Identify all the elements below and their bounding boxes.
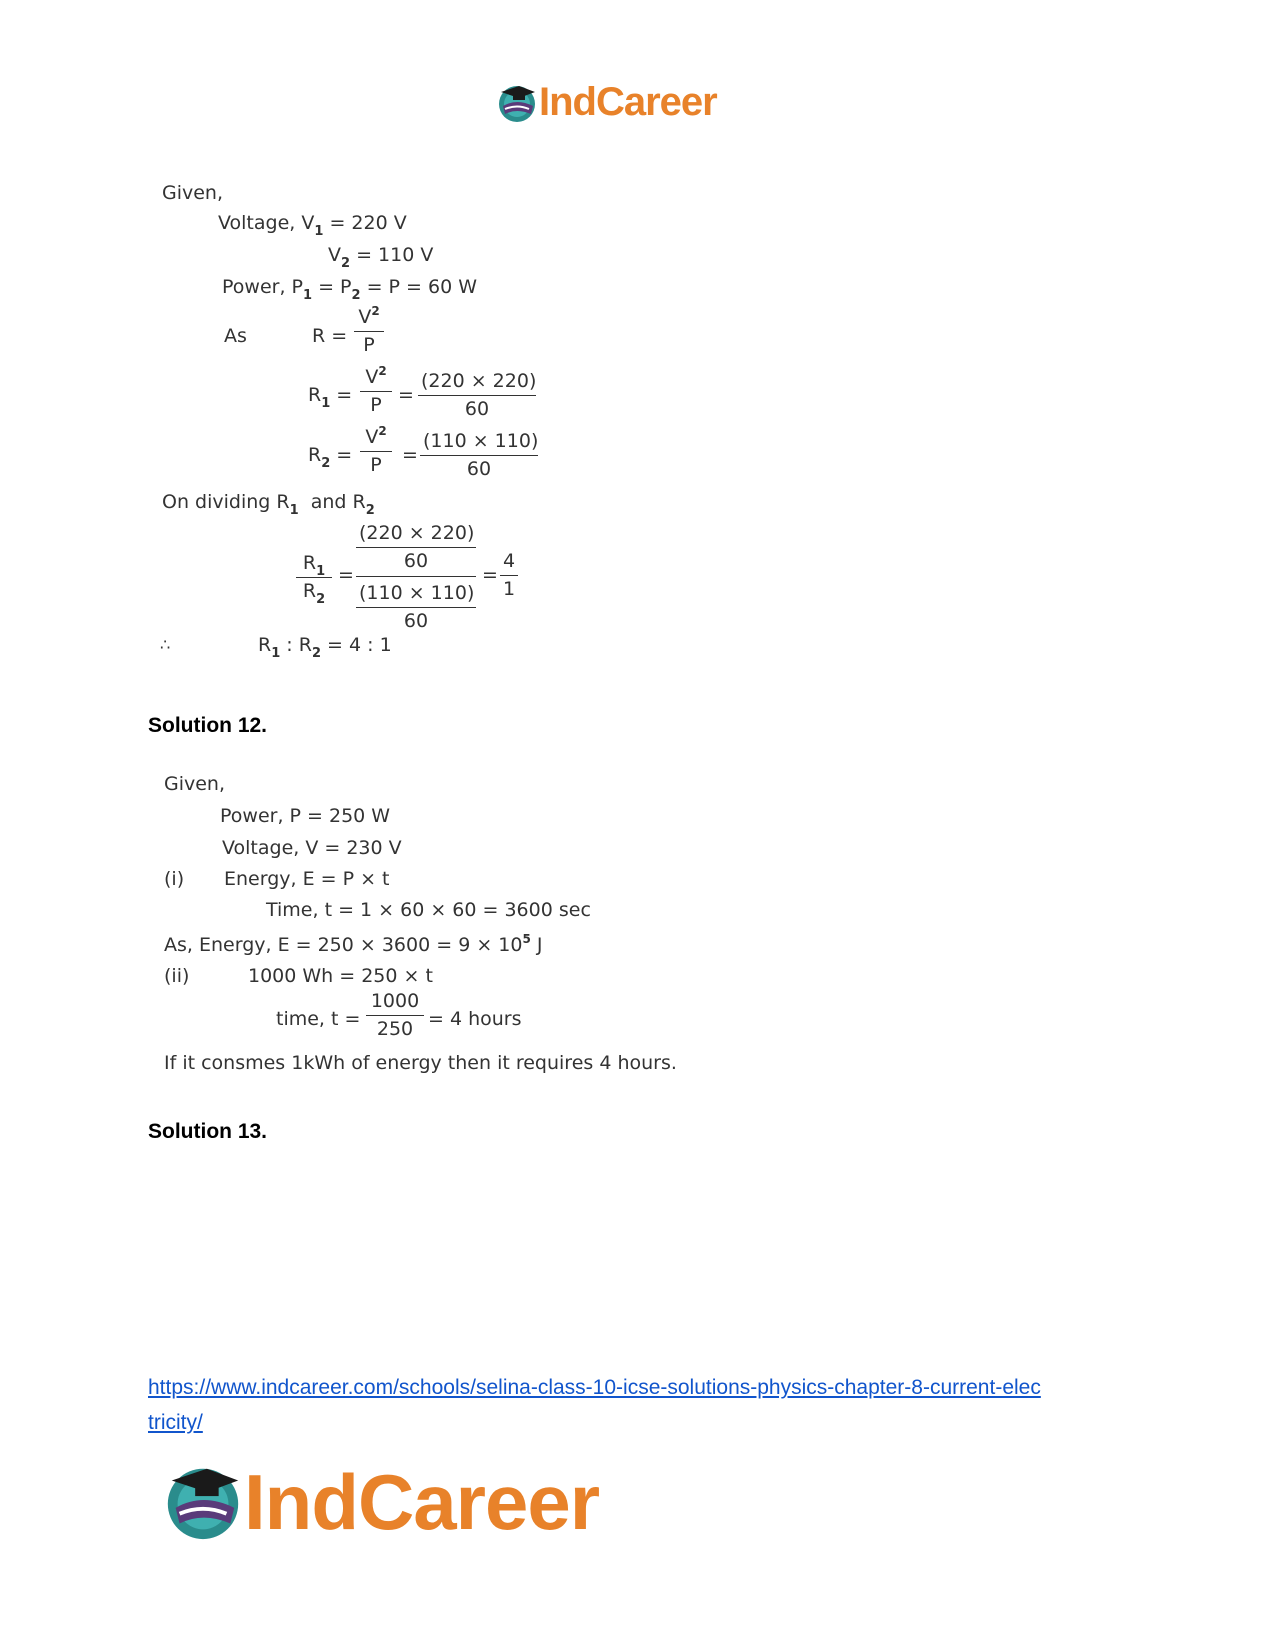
source-link-line-2[interactable]: tricity/ [148, 1411, 203, 1434]
solution-13-heading: Solution 13. [148, 1120, 268, 1143]
superscript: 2 [378, 364, 387, 378]
denominator: 250 [376, 1018, 414, 1040]
ratio-colon: : R [286, 634, 312, 656]
thousand-over-250 [366, 992, 424, 1039]
header-logo-text: IndCareer [539, 80, 717, 124]
voltage-v2-line [328, 244, 434, 271]
subscript: 2 [316, 592, 326, 607]
numerator [360, 424, 392, 451]
dividing-text: On dividing R [162, 491, 290, 513]
upper-fraction [356, 524, 476, 571]
equals: = [398, 384, 414, 406]
ratio-end: = 4 : 1 [327, 634, 392, 656]
r-equals: R = [312, 325, 348, 347]
power-line: Power, P = 250 W [220, 805, 391, 827]
numerator: (220 × 220) [359, 522, 475, 544]
hours-result: = 4 hours [428, 1008, 522, 1030]
subscript: 2 [311, 646, 321, 661]
and-text: and R [310, 491, 366, 513]
superscript: 2 [378, 424, 387, 438]
subscript: 1 [271, 646, 281, 661]
as-label: As [224, 325, 247, 347]
numerator: (220 × 220) [421, 370, 537, 392]
denominator: 1 [502, 578, 516, 600]
denominator: 60 [403, 550, 429, 572]
part-i-label: (i) [164, 868, 185, 890]
denominator: P [363, 334, 375, 356]
voltage-v1-line [218, 212, 407, 239]
equals: = [402, 444, 418, 466]
energy-result: As, Energy, E = 250 × 3600 = 9 × 10 [164, 934, 523, 956]
equals: = [482, 564, 498, 586]
exponent: 5 [522, 932, 531, 946]
graduation-cap-logo-icon [495, 80, 539, 124]
wh-equation: 1000 Wh = 250 × t [248, 965, 433, 987]
v2-prefix: V [328, 244, 341, 266]
denominator [296, 578, 332, 607]
subscript: 2 [341, 256, 351, 271]
subscript: 1 [302, 288, 313, 303]
v1-squared-over-p [360, 364, 392, 416]
r1-label [308, 384, 353, 411]
header-logo [495, 78, 765, 128]
denominator: P [370, 394, 382, 416]
numerator: 4 [503, 550, 516, 572]
power-line [222, 276, 478, 303]
energy-result-line [164, 932, 543, 956]
subscript: 1 [316, 564, 326, 579]
r: R [308, 444, 322, 466]
solution-12-heading: Solution 12. [148, 714, 268, 737]
time-equals: time, t = [276, 1008, 361, 1030]
equals: = [338, 564, 354, 586]
subscript: 1 [321, 396, 331, 411]
given-label: Given, [164, 773, 226, 795]
r: R [258, 634, 272, 656]
superscript: 2 [371, 304, 380, 318]
r1-over-r2 [296, 552, 332, 607]
power-prefix: Power, P [222, 276, 303, 298]
fraction-110 [420, 432, 538, 479]
numerator: 1000 [370, 990, 420, 1012]
voltage-line: Voltage, V = 230 V [222, 837, 402, 859]
subscript: 1 [314, 224, 324, 239]
numerator: (110 × 110) [359, 582, 475, 604]
r2-label [308, 444, 353, 471]
footer-logo-text: IndCareer [244, 1458, 600, 1546]
r: R [302, 552, 317, 574]
v2-squared-over-p [360, 424, 392, 476]
equals: = [336, 384, 353, 406]
numerator [354, 304, 384, 331]
therefore-symbol: ∴ [160, 635, 171, 654]
compound-fraction [356, 524, 476, 631]
subscript: 2 [321, 456, 331, 471]
lower-fraction [356, 584, 476, 631]
denominator: 60 [466, 458, 492, 480]
source-link-line-1[interactable]: https://www.indcareer.com/schools/selina-class-10-icse-solutions-physics-chapter-8-current-elec [148, 1376, 1041, 1399]
equals: = [336, 444, 353, 466]
power-mid: = P [318, 276, 352, 298]
denominator: 60 [403, 610, 429, 632]
subscript: 1 [289, 503, 299, 518]
fraction-220 [418, 372, 536, 419]
dividing-line [162, 491, 375, 518]
v-squared-over-p [354, 304, 384, 356]
numerator: (110 × 110) [423, 430, 539, 452]
footer-logo [160, 1455, 700, 1545]
r: R [302, 580, 317, 602]
subscript: 2 [351, 288, 361, 303]
graduation-cap-logo-icon [160, 1457, 246, 1543]
voltage-prefix: Voltage, V [218, 212, 315, 234]
denominator: P [370, 454, 382, 476]
main-fraction-bar [356, 576, 476, 577]
ratio-line [258, 634, 392, 661]
part-ii-label: (ii) [164, 965, 190, 987]
energy-formula: Energy, E = P × t [224, 868, 390, 890]
four-over-one [500, 552, 518, 599]
subscript: 2 [365, 503, 375, 518]
v2-value: = 110 V [356, 244, 434, 266]
conclusion-text: If it consmes 1kWh of energy then it requires 4 hours. [164, 1052, 677, 1074]
v: V [365, 366, 379, 388]
v: V [358, 306, 372, 328]
power-end: = P = 60 W [366, 276, 478, 298]
denominator: 60 [464, 398, 490, 420]
time-calc: Time, t = 1 × 60 × 60 = 3600 sec [266, 899, 591, 921]
voltage-v1-value: = 220 V [329, 212, 407, 234]
given-label: Given, [162, 182, 224, 204]
numerator [296, 554, 332, 577]
numerator [360, 364, 392, 391]
r: R [308, 384, 322, 406]
joule-unit: J [536, 934, 543, 956]
v: V [365, 426, 379, 448]
